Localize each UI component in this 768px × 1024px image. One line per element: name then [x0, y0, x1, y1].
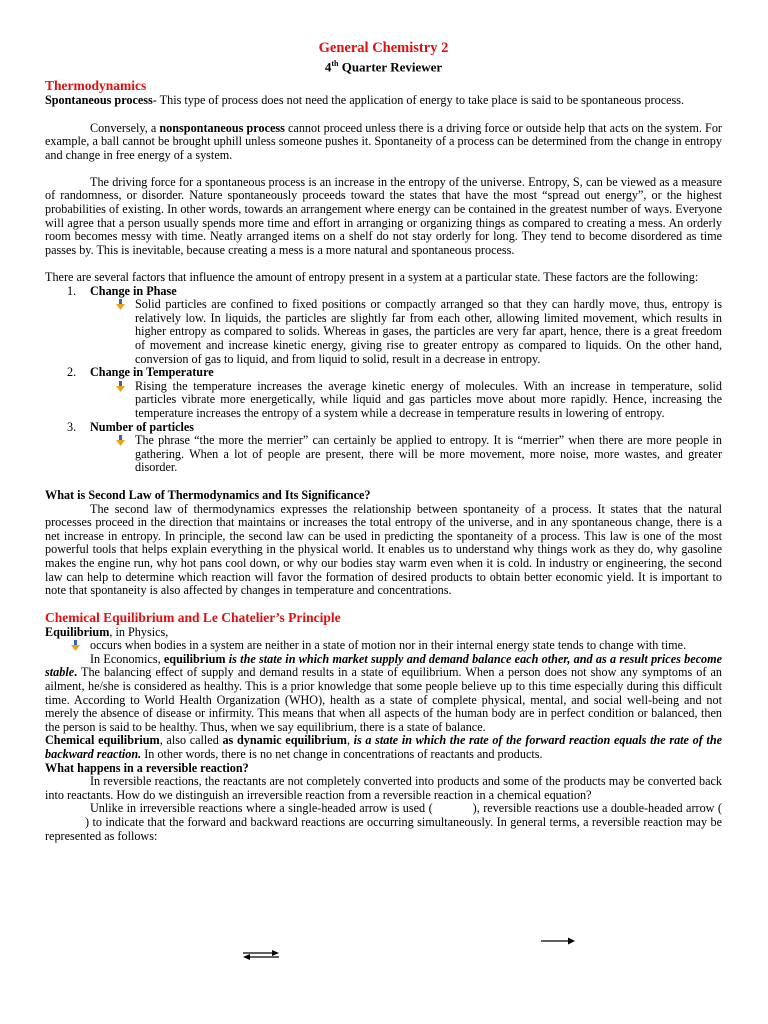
list-item: [45, 285, 722, 367]
term-chemical-equilibrium: Chemical equilibrium: [45, 733, 160, 748]
text-fragment: The balancing effect of supply and demand results in a state of equilibrium. When a person does not show any symptoms of an ailment, he/she is considered as healthy. This is a prior knowledge that some people believe up to this time especially during this difficult time. According to World Health Organization (WHO), health as a state of complete physical, mental, and social well-being and not merely the absence of disease or infirmity. This means that when all aspects of the human body are in perfect condition or balanced, then the person is said to be healthy. Thus, when we say equilibrium, there is a state of balance.: [45, 665, 722, 734]
document-title: General Chemistry 2: [318, 40, 449, 56]
text-fragment: In other words, there is no net change in concentrations of reactants and products.: [141, 747, 543, 762]
text-fragment: Conversely, a: [90, 120, 160, 135]
term-equilibrium: Equilibrium: [45, 624, 110, 639]
paragraph-reversible-1: In reversible reactions, the reactants are not completely converted into products and some of the products may be converted back into reactants. How do we distinguish an irreversible reaction from a reversible reaction in a chemical equation?: [45, 774, 722, 802]
paragraph-economics: [45, 653, 722, 735]
single-arrow-icon: [541, 937, 575, 945]
term-dynamic-equilibrium: as dynamic equilibrium: [222, 733, 347, 748]
definition-economics: is the state in which market supply and demand balance each other, and as a result prices become stable: [45, 651, 723, 680]
paragraph-factors-intro: There are several factors that influence the amount of entropy present in a system at a particular state. These factors are the following:: [45, 270, 699, 285]
question-second-law: What is Second Law of Thermodynamics and Its Significance?: [45, 487, 371, 502]
factors-list: [45, 285, 722, 475]
term-equilibrium-econ: equilibrium: [163, 651, 226, 666]
subtitle-number: 4: [324, 59, 332, 75]
bullet-item: [90, 380, 722, 421]
term-nonspontaneous: nonspontaneous process: [159, 120, 285, 135]
section-heading-thermodynamics: Thermodynamics: [45, 78, 147, 94]
text-fragment: .: [74, 665, 78, 680]
paragraph-reversible-2: [45, 802, 722, 843]
text-fragment: , also called: [159, 733, 223, 748]
text-fragment: , in Physics,: [109, 624, 169, 639]
factor-title: Change in Temperature: [90, 365, 214, 380]
term-spontaneous: Spontaneous process: [45, 93, 153, 108]
text-fragment: In Economics,: [90, 651, 164, 666]
factor-title: Change in Phase: [90, 283, 177, 298]
arrow-bullet-icon: [116, 299, 125, 310]
list-number: 1.: [67, 283, 77, 298]
text-spontaneous-def: - This type of process does not need the application of energy to take place is said to be spontaneous process.: [152, 93, 685, 108]
list-number: 3.: [67, 419, 77, 434]
text-fragment: cannot proceed unless there is a driving force or outside help that acts on the system. For example, a ball cannot be brought uphill unless someone pushes it. Spontaneity of a process can be determined from the change in entropy and change in free energy of a system.: [45, 120, 722, 162]
paragraph-entropy: The driving force for a spontaneous process is an increase in the entropy of the universe. Entropy, S, can be viewed as a measure of randomness, or disorder. Nature spontaneously proceeds toward the states that have the most “spread out energy”, or the highest probabilities of existing. In other words, towards an arrangement where energy can be contained in the greatest number of ways. Everyone will agree that a person usually spends more time and effort in arranging or organizing things as compared to creating a mess. An orderly room becomes messy with time. Neatly arranged items on a shelf do not stay orderly for long. They tend to become disordered as time passes by. This is inevitable, because creating a mess is a more natural and spontaneous process.: [45, 174, 722, 257]
list-number: 2.: [67, 365, 77, 380]
paragraph-chemical-equilibrium: [45, 734, 722, 761]
subtitle-ordinal: th: [331, 59, 339, 68]
definition-chemical-equilibrium: is a state in which the rate of the forward reaction equals the rate of the backward reaction.: [45, 733, 723, 762]
list-item: [45, 366, 722, 420]
arrow-bullet-icon: [116, 435, 125, 446]
arrow-bullet-icon: [71, 640, 80, 651]
section-heading-equilibrium: Chemical Equilibrium and Le Chatelier’s Principle: [45, 609, 341, 625]
text-fragment: ), reversible reactions use a double-headed arrow (: [472, 801, 722, 816]
question-reversible: What happens in a reversible reaction?: [45, 760, 249, 775]
bullet-item: [90, 434, 722, 475]
list-item: [45, 421, 722, 475]
text-fragment: ,: [346, 733, 350, 748]
double-arrow-placeholder: [45, 818, 85, 828]
arrow-bullet-icon: [116, 381, 125, 392]
bullet-text: Rising the temperature increases the average kinetic energy of molecules. With an increase in temperature, solid particles vibrate more energetically, while liquid and gas particles move about more rapidly. Hence, increasing the temperature increases the entropy of a system while a decrease in temperature results in lowering of entropy.: [135, 378, 722, 420]
document-subtitle: [45, 56, 722, 74]
paragraph-nonspontaneous: [45, 122, 722, 163]
double-headed-arrow-icon: [243, 950, 279, 960]
bullet-item: [90, 298, 722, 366]
paragraph-equilibrium-physics: [45, 626, 722, 640]
bullet-item: [45, 639, 722, 653]
bullet-text: The phrase “the more the merrier” can certainly be applied to entropy. It is “merrier” when there are more people in gathering. When a lot of people are present, there will be more movement, more noise, more wastes, and greater disorder.: [135, 433, 722, 475]
paragraph-spontaneous: [45, 94, 722, 108]
bullet-text: occurs when bodies in a system are neither in a state of motion nor in their internal energy state tends to change with time.: [90, 638, 687, 653]
factor-title: Number of particles: [90, 419, 195, 434]
bullet-text: Solid particles are confined to fixed positions or compactly arranged so that they can hardly move, thus, entropy is relatively low. In liquids, the particles are slightly far from each other, allowing limited movement, which results in higher entropy as compared to solids. Whereas in gases, the particles are very far apart, hence, there is a great freedom of movement and increase kinetic energy, giving rise to greater entropy as compared to liquids. On the other hand, conversion of gas to liquid, and from liquid to solid, result in a decrease in entropy.: [135, 297, 722, 366]
paragraph-second-law: The second law of thermodynamics expresses the relationship between spontaneity of a process. It states that the natural processes proceed in the direction that maintains or increases the total entropy of the universe, and in any spontaneous change, there is a net increase in entropy. In principle, the second law can be used in predicting the spontaneity of a process. This law is one of the most powerful tools that helps explain everything in the physical world. It enables us to understand why things work as they do, why gasoline makes the engine run, why hot pans cool down, or why our bodies stay warm even when it is cold. In industry or engineering, the second law can help to determine which reaction will favor the formation of desired products to obtain better economic yield. It is important to note that spontaneity is also affected by changes in temperature and concentrations.: [45, 501, 722, 598]
subtitle-text: Quarter Reviewer: [338, 59, 443, 75]
text-fragment: ) to indicate that the forward and backward reactions are occurring simultaneously. In general terms, a reversible reaction may be represented as follows:: [45, 815, 722, 843]
text-fragment: Unlike in irreversible reactions where a single-headed arrow is used (: [90, 801, 433, 816]
single-arrow-placeholder: [433, 805, 473, 815]
